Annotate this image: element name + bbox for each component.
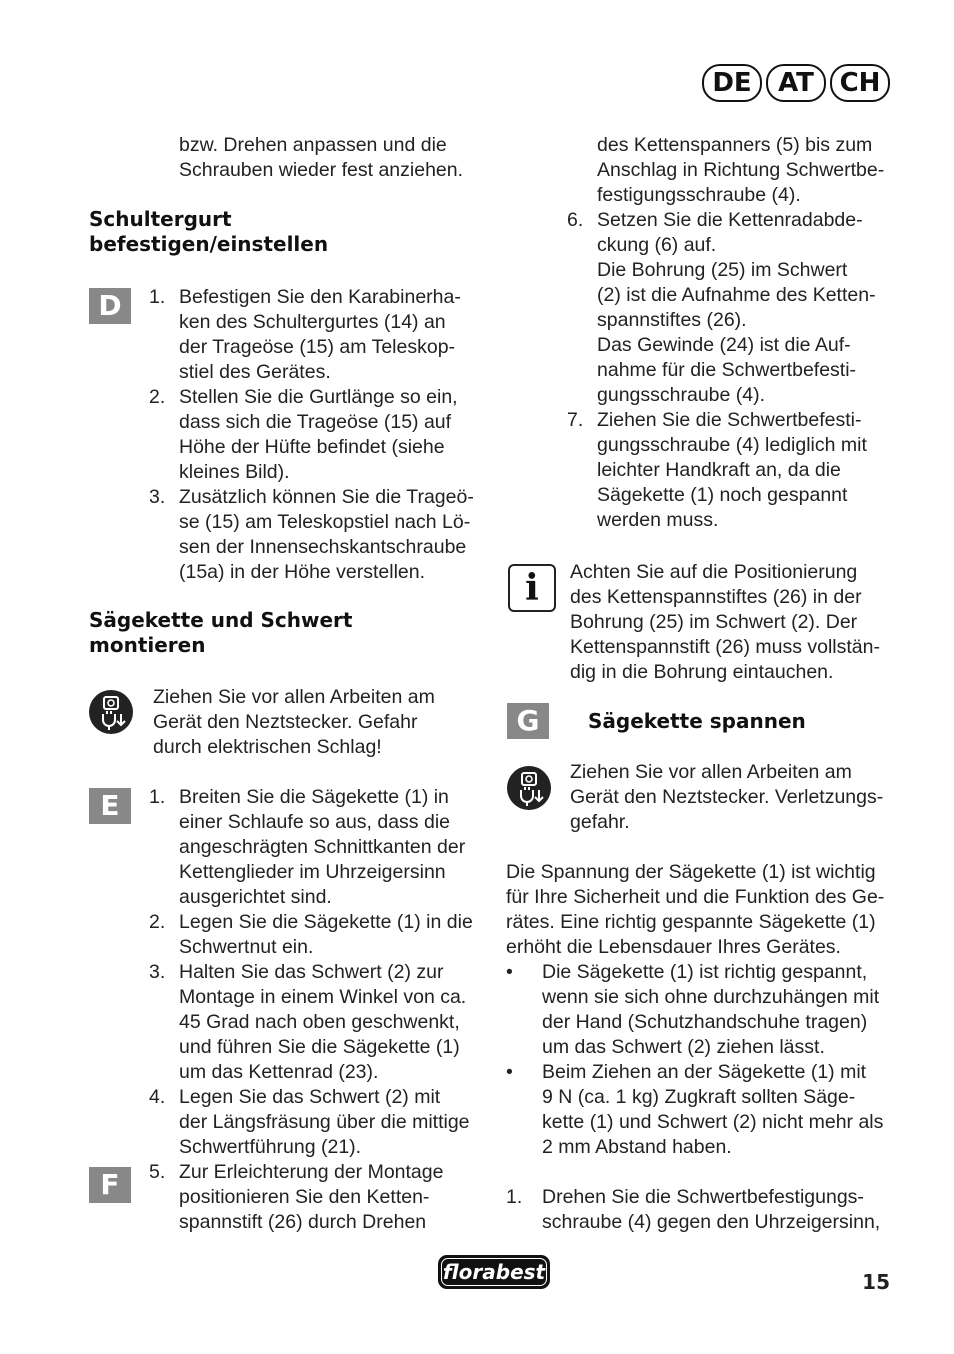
text-line: Ziehen Sie die Schwertbefesti- xyxy=(597,409,862,431)
bullet: • xyxy=(506,1061,513,1083)
figure-letter-f: F xyxy=(89,1167,131,1203)
text-line: Die Sägekette (1) ist richtig gespannt, xyxy=(542,961,868,983)
list-item xyxy=(149,485,489,585)
brand-logo-text: florabest xyxy=(442,1260,546,1284)
list-item xyxy=(567,208,897,408)
warning-text-left xyxy=(153,685,489,760)
country-badge-de: DE xyxy=(702,64,762,102)
heading-saegekette-spannen: Sägekette spannen xyxy=(588,709,806,733)
text-line: für Ihre Sicherheit und die Funktion des Ge- xyxy=(506,886,885,908)
text-line: Ziehen Sie vor allen Arbeiten am xyxy=(153,686,435,708)
figure-letter-g: G xyxy=(507,703,549,739)
text-line: Schwertnut ein. xyxy=(179,936,314,958)
list-item xyxy=(149,910,494,960)
text-line: Gerät den Neztstecker. Gefahr xyxy=(153,711,418,733)
text-line: Zusätzlich können Sie die Trageö- xyxy=(179,486,474,508)
list-item xyxy=(567,408,897,533)
text-line: Legen Sie die Sägekette (1) in die xyxy=(179,911,473,933)
text-line: Kettenglieder im Uhrzeigersinn xyxy=(179,861,446,883)
text-line: Kettenspannstift (26) muss vollstän- xyxy=(570,636,880,658)
text-line: spannstiftes (26). xyxy=(597,309,747,331)
text-line: Setzen Sie die Kettenradabde- xyxy=(597,209,863,231)
unplug-icon-graphic xyxy=(89,690,133,734)
text-line: dig in die Bohrung eintauchen. xyxy=(570,661,834,683)
text-line: Die Spannung der Sägekette (1) ist wichtig xyxy=(506,861,876,883)
heading-line: Sägekette und Schwert xyxy=(89,608,353,632)
tension-paragraph xyxy=(506,860,901,960)
item-number: 1. xyxy=(149,286,166,308)
heading-schultergurt xyxy=(89,207,469,257)
text-line: festigungsschraube (4). xyxy=(597,184,801,206)
text-line: gefahr. xyxy=(570,811,630,833)
text-line: Das Gewinde (24) ist die Auf- xyxy=(597,334,851,356)
text-line: Breiten Sie die Sägekette (1) in xyxy=(179,786,449,808)
text-line: 9 N (ca. 1 kg) Zugkraft sollten Säge- xyxy=(542,1086,856,1108)
unplug-icon-graphic xyxy=(507,766,551,810)
text-line: nahme für die Schwertbefesti- xyxy=(597,359,857,381)
continued-text xyxy=(597,133,897,208)
text-line: des Kettenspanners (5) bis zum xyxy=(597,134,873,156)
steps-right xyxy=(567,208,897,533)
text-line: rätes. Eine richtig gespannte Sägekette (1) xyxy=(506,911,876,933)
text-line: Legen Sie das Schwert (2) mit xyxy=(179,1086,441,1108)
text-line: sen der Innensechskantschraube xyxy=(179,536,467,558)
text-line: ckung (6) auf. xyxy=(597,234,717,256)
item-number: 2. xyxy=(149,386,166,408)
heading-line: Schultergurt xyxy=(89,207,232,231)
info-text xyxy=(570,560,900,685)
text-line: Bohrung (25) im Schwert (2). Der xyxy=(570,611,858,633)
text-line: kleines Bild). xyxy=(179,461,290,483)
text-line: dass sich die Trageöse (15) auf xyxy=(179,411,452,433)
step-last xyxy=(506,1185,901,1235)
text-line: Höhe der Hüfte befindet (siehe xyxy=(179,436,445,458)
steps-schultergurt xyxy=(149,285,489,585)
item-number: 6. xyxy=(567,209,584,231)
text-line: wenn sie sich ohne durchzuhängen mit xyxy=(542,986,880,1008)
brand-logo xyxy=(438,1255,550,1289)
text-line: ausgerichtet sind. xyxy=(179,886,332,908)
text-line: (15a) in der Höhe verstellen. xyxy=(179,561,426,583)
text-line: um das Schwert (2) ziehen lässt. xyxy=(542,1036,825,1058)
text-line: durch elektrischen Schlag! xyxy=(153,736,382,758)
country-badge-at: AT xyxy=(766,64,826,102)
steps-montieren xyxy=(149,785,494,1235)
text-line: positionieren Sie den Ketten- xyxy=(179,1186,430,1208)
item-number: 3. xyxy=(149,961,166,983)
list-item xyxy=(506,1185,901,1235)
text-line: der Trageöse (15) am Teleskop- xyxy=(179,336,456,358)
text-line: 2 mm Abstand haben. xyxy=(542,1136,732,1158)
text-line: Halten Sie das Schwert (2) zur xyxy=(179,961,444,983)
list-item xyxy=(149,960,494,1085)
text-line: Schrauben wieder fest anziehen. xyxy=(179,159,464,181)
list-item xyxy=(149,285,489,385)
item-number: 2. xyxy=(149,911,166,933)
heading-saegekette-montieren xyxy=(89,608,469,658)
text-line: ken des Schultergurtes (14) an xyxy=(179,311,446,333)
item-number: 1. xyxy=(506,1186,523,1208)
text-line: Sägekette (1) noch gespannt xyxy=(597,484,848,506)
text-line: Zur Erleichterung der Montage xyxy=(179,1161,444,1183)
country-badge-ch: CH xyxy=(830,64,890,102)
bullet: • xyxy=(506,961,513,983)
text-line: Montage in einem Winkel von ca. xyxy=(179,986,467,1008)
text-line: und führen Sie die Sägekette (1) xyxy=(179,1036,460,1058)
text-line: 45 Grad nach oben geschwenkt, xyxy=(179,1011,460,1033)
text-line: des Kettenspannstiftes (26) in der xyxy=(570,586,862,608)
text-line: schraube (4) gegen den Uhrzeigersinn, xyxy=(542,1211,881,1233)
figure-letter-e: E xyxy=(89,788,131,824)
list-item xyxy=(149,1160,494,1235)
heading-line: montieren xyxy=(89,633,206,657)
text-line: Befestigen Sie den Karabinerha- xyxy=(179,286,461,308)
item-number: 1. xyxy=(149,786,166,808)
text-line: bzw. Drehen anpassen und die xyxy=(179,134,447,156)
text-line: Stellen Sie die Gurtlänge so ein, xyxy=(179,386,458,408)
text-line: erhöht die Lebensdauer Ihres Gerätes. xyxy=(506,936,841,958)
text-line: angeschrägten Schnittkanten der xyxy=(179,836,466,858)
item-number: 7. xyxy=(567,409,584,431)
text-line: um das Kettenrad (23). xyxy=(179,1061,379,1083)
text-line: Anschlag in Richtung Schwertbe- xyxy=(597,159,885,181)
text-line: (2) ist die Aufnahme des Ketten- xyxy=(597,284,876,306)
list-item xyxy=(149,785,494,910)
text-line: Die Bohrung (25) im Schwert xyxy=(597,259,848,281)
text-line: Schwertführung (21). xyxy=(179,1136,362,1158)
item-number: 4. xyxy=(149,1086,166,1108)
text-line: der Längsfräsung über die mittige xyxy=(179,1111,470,1133)
unplug-icon xyxy=(89,690,133,734)
text-line: stiel des Gerätes. xyxy=(179,361,331,383)
list-item xyxy=(506,960,901,1060)
text-line: Beim Ziehen an der Sägekette (1) mit xyxy=(542,1061,867,1083)
text-line: se (15) am Teleskopstiel nach Lö- xyxy=(179,511,471,533)
text-line: gungsschraube (4). xyxy=(597,384,766,406)
item-number: 3. xyxy=(149,486,166,508)
text-line: Gerät den Neztstecker. Verletzungs- xyxy=(570,786,884,808)
text-line: Achten Sie auf die Positionierung xyxy=(570,561,858,583)
text-line: werden muss. xyxy=(597,509,719,531)
text-line: Drehen Sie die Schwertbefestigungs- xyxy=(542,1186,864,1208)
unplug-icon xyxy=(507,766,551,810)
text-line: einer Schlaufe so aus, dass die xyxy=(179,811,451,833)
text-line: gungsschraube (4) lediglich mit xyxy=(597,434,867,456)
text-line: Ziehen Sie vor allen Arbeiten am xyxy=(570,761,852,783)
text-line: spannstift (26) durch Drehen xyxy=(179,1211,427,1233)
tension-bullets xyxy=(506,960,901,1160)
info-icon: i xyxy=(508,564,556,612)
list-item xyxy=(506,1060,901,1160)
intro-text xyxy=(179,133,489,183)
page-number: 15 xyxy=(862,1270,890,1294)
list-item xyxy=(149,385,489,485)
text-line: der Hand (Schutzhandschuhe tragen) xyxy=(542,1011,868,1033)
item-number: 5. xyxy=(149,1161,166,1183)
figure-letter-d: D xyxy=(89,288,131,324)
list-item xyxy=(149,1085,494,1160)
text-line: kette (1) und Schwert (2) nicht mehr als xyxy=(542,1111,884,1133)
heading-line: befestigen/einstellen xyxy=(89,232,329,256)
warning-text-right xyxy=(570,760,900,835)
text-line: leichter Handkraft an, da die xyxy=(597,459,841,481)
